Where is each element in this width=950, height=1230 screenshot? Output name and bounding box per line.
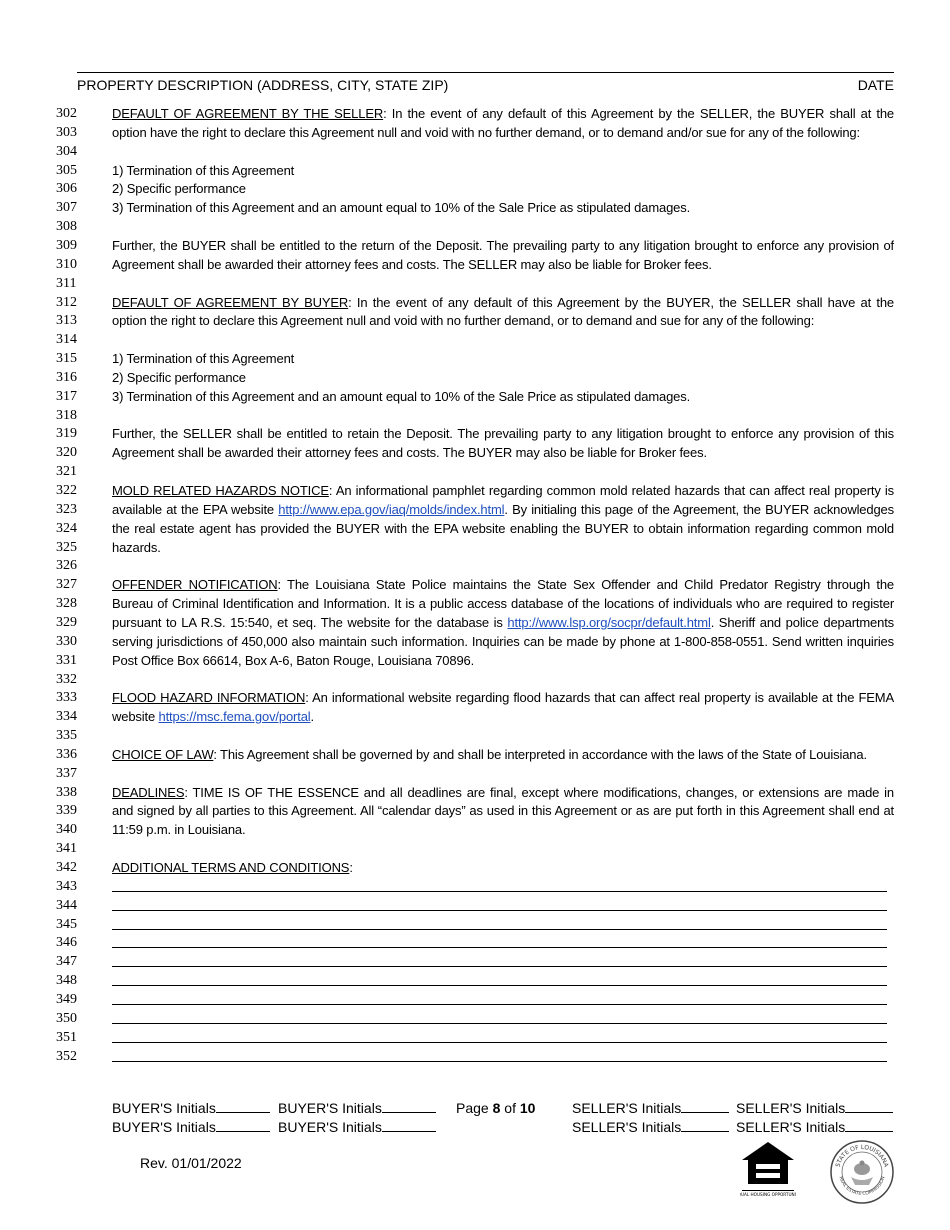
blank-fill-line[interactable]	[112, 929, 887, 930]
line-text	[112, 104, 894, 123]
line-number: 347	[56, 954, 77, 970]
initials-blank	[216, 1118, 270, 1132]
text-run: : In the event of any default of this Agreement by the BUYER, the SELLER shall have at the	[348, 294, 894, 310]
document-line	[0, 406, 950, 425]
line-number: 344	[56, 897, 77, 913]
text-run: and signed by all parties to this Agreement. All “calendar days” as used in this Agreement or as are put forth in this Agreement shall end at	[112, 803, 894, 819]
text-run: . Sheriff and police departments	[710, 614, 894, 630]
text-run: 11:59 p.m. in Louisiana.	[112, 822, 246, 838]
text-run: 2) Specific performance	[112, 181, 246, 197]
text-run: : In the event of any default of this Agreement by the SELLER, the BUYER shall at the	[383, 106, 894, 121]
line-number: 335	[56, 728, 77, 744]
svg-text:REAL ESTATE COMMISSION: REAL ESTATE COMMISSION	[837, 1175, 887, 1198]
blank-fill-line[interactable]	[112, 891, 887, 892]
line-number: 352	[56, 1048, 77, 1064]
initials-blank	[216, 1099, 270, 1113]
document-line	[0, 123, 950, 142]
initials-blank	[681, 1099, 729, 1113]
text-run: hazards.	[112, 539, 161, 555]
line-text	[112, 424, 894, 443]
line-number: 314	[56, 332, 77, 348]
line-number: 329	[56, 614, 77, 630]
document-line	[0, 142, 950, 161]
line-number: 305	[56, 162, 77, 178]
text-run: .	[310, 709, 314, 725]
text-run: 3) Termination of this Agreement and an amount equal to 10% of the Sale Price as stipulated damages.	[112, 388, 691, 404]
document-line	[0, 311, 950, 330]
blank-fill-line[interactable]	[112, 1042, 887, 1043]
line-text	[112, 688, 894, 707]
line-text	[112, 161, 894, 180]
line-number: 348	[56, 973, 77, 989]
line-number: 310	[56, 256, 77, 272]
document-line	[0, 952, 950, 971]
text-run: 1) Termination of this Agreement	[112, 351, 295, 367]
line-number: 308	[56, 219, 77, 235]
document-line	[0, 104, 950, 123]
line-text	[112, 293, 894, 312]
buyer-initials-4[interactable]: BUYER'S Initials	[278, 1118, 436, 1137]
line-text	[112, 179, 894, 198]
line-number: 333	[56, 690, 77, 706]
seller-initials-3[interactable]: SELLER'S Initials	[572, 1118, 729, 1137]
line-number: 340	[56, 822, 77, 838]
text-run: :	[349, 860, 353, 875]
document-line	[0, 179, 950, 198]
text-run: . By initialing this page of the Agreement, the BUYER acknowledges	[504, 501, 894, 517]
line-number: 343	[56, 878, 77, 894]
buyer-initials-3[interactable]: BUYER'S Initials	[112, 1118, 270, 1137]
line-number: 317	[56, 388, 77, 404]
text-run: : TIME IS OF THE ESSENCE and all deadlines are final, except where modifications, changes, or extensions are made in	[184, 784, 894, 800]
line-number: 309	[56, 237, 77, 253]
line-number: 321	[56, 464, 77, 480]
line-text	[112, 198, 894, 217]
line-text	[112, 349, 894, 368]
line-text	[112, 858, 894, 877]
seller-initials-1[interactable]: SELLER'S Initials	[572, 1099, 729, 1118]
line-number: 306	[56, 181, 77, 197]
document-line	[0, 462, 950, 481]
document-line	[0, 971, 950, 990]
line-text	[112, 594, 894, 613]
document-line	[0, 330, 950, 349]
line-text	[112, 443, 894, 462]
blank-fill-line[interactable]	[112, 947, 887, 948]
text-run: : This Agreement shall be governed by and shall be interpreted in accordance with the laws of the State of Louisiana.	[213, 746, 867, 762]
document-line	[0, 632, 950, 651]
document-line	[0, 255, 950, 274]
line-number: 316	[56, 369, 77, 385]
louisiana-real-estate-seal	[829, 1139, 895, 1210]
line-text	[112, 801, 894, 820]
line-number: 332	[56, 671, 77, 687]
header-property-description: PROPERTY DESCRIPTION (ADDRESS, CITY, STATE ZIP)	[77, 77, 449, 93]
text-run: Bureau of Criminal Identification and Information. It is a public access database of the locations of individuals who are required to register	[112, 596, 894, 612]
line-number: 312	[56, 294, 77, 310]
document-line	[0, 236, 950, 255]
document-line	[0, 990, 950, 1009]
text-run: Further, the BUYER shall be entitled to the return of the Deposit. The prevailing party to any litigation brought to enforce any provision of	[112, 237, 894, 253]
document-line	[0, 707, 950, 726]
line-number: 302	[56, 106, 77, 121]
document-line	[0, 293, 950, 312]
web-link[interactable]: https://msc.fema.gov/portal	[158, 709, 311, 725]
document-line	[0, 349, 950, 368]
section-heading: MOLD RELATED HAZARDS NOTICE	[112, 483, 329, 498]
initials-blank	[382, 1118, 436, 1132]
initials-blank	[845, 1118, 893, 1132]
text-run: Further, the SELLER shall be entitled to retain the Deposit. The prevailing party to any litigation brought to enforce any provision of this	[112, 426, 894, 442]
header-rule	[77, 72, 894, 73]
web-link[interactable]: http://www.lsp.org/socpr/default.html	[507, 614, 711, 630]
document-line	[0, 688, 950, 707]
text-run: serving jurisdictions of 450,000 also maintain such information. Inquiries can be made by phone at 1-800-858-0551. Send written inquiries	[112, 633, 894, 649]
line-number: 338	[56, 784, 77, 800]
document-line	[0, 858, 950, 877]
section-heading: ADDITIONAL TERMS AND CONDITIONS	[112, 860, 350, 875]
text-run: website	[112, 709, 159, 725]
document-line	[0, 613, 950, 632]
text-run: 3) Termination of this Agreement and an amount equal to 10% of the Sale Price as stipulated damages.	[112, 200, 691, 216]
line-number: 303	[56, 124, 77, 140]
text-run: Agreement shall be awarded their attorney fees and costs. The BUYER may also be liable for Broker fees.	[112, 445, 707, 461]
line-text	[112, 632, 894, 651]
buyer-initials-1[interactable]: BUYER'S Initials	[112, 1099, 270, 1118]
line-number: 326	[56, 558, 77, 574]
initials-blank	[382, 1099, 436, 1113]
line-number: 319	[56, 426, 77, 442]
document-line	[0, 1028, 950, 1047]
line-number: 337	[56, 765, 77, 781]
page-indicator: Page 8 of 10	[456, 1100, 536, 1116]
document-line	[0, 745, 950, 764]
document-line	[0, 670, 950, 689]
line-number: 304	[56, 143, 77, 159]
line-text	[112, 368, 894, 387]
document-line	[0, 575, 950, 594]
line-text	[112, 387, 894, 406]
section-heading: OFFENDER NOTIFICATION	[112, 577, 278, 593]
document-line	[0, 161, 950, 180]
line-number: 322	[56, 483, 77, 498]
blank-fill-line[interactable]	[112, 1061, 887, 1062]
line-number: 351	[56, 1029, 77, 1045]
state-seal-icon	[829, 1139, 895, 1205]
section-heading: DEFAULT OF AGREEMENT BY BUYER	[112, 294, 349, 310]
line-text	[112, 500, 894, 519]
document-line	[0, 556, 950, 575]
document-line	[0, 538, 950, 557]
section-heading: FLOOD HAZARD INFORMATION	[112, 690, 306, 706]
document-line	[0, 1047, 950, 1066]
line-number: 345	[56, 916, 77, 932]
text-run: : The Louisiana State Police maintains the State Sex Offender and Child Predator Registry through the	[277, 577, 894, 593]
document-line	[0, 424, 950, 443]
text-run: option have the right to declare this Agreement null and void with no further demand, or to demand and/or sue for any of the following:	[112, 124, 860, 140]
document-line	[0, 594, 950, 613]
buyer-initials-2[interactable]: BUYER'S Initials	[278, 1099, 436, 1118]
line-number: 315	[56, 351, 77, 367]
line-number: 331	[56, 652, 77, 668]
section-heading: CHOICE OF LAW	[112, 746, 214, 762]
document-line	[0, 764, 950, 783]
text-run: : An informational website regarding flood hazards that can affect real property is available at the FEMA	[305, 690, 894, 706]
line-text	[112, 745, 894, 764]
document-line	[0, 217, 950, 236]
document-line	[0, 368, 950, 387]
line-text	[112, 311, 894, 330]
blank-fill-line[interactable]	[112, 910, 887, 911]
svg-text:EQUAL HOUSING OPPORTUNITY: UAL HOUSING OPPORTUN	[740, 1192, 795, 1197]
document-line	[0, 726, 950, 745]
line-text	[112, 783, 894, 802]
text-run: available at the EPA website	[112, 501, 279, 517]
document-line	[0, 443, 950, 462]
line-number: 341	[56, 841, 77, 857]
line-number: 320	[56, 445, 77, 461]
document-line	[0, 481, 950, 500]
equal-housing-icon	[740, 1140, 796, 1198]
svg-text:STATE OF LOUISIANA: STATE OF LOUISIANA	[834, 1143, 890, 1168]
line-number: 346	[56, 935, 77, 951]
document-line	[0, 198, 950, 217]
document-line	[0, 896, 950, 915]
document-line	[0, 933, 950, 952]
document-line	[0, 274, 950, 293]
section-heading: DEADLINES	[112, 784, 185, 800]
line-number: 318	[56, 407, 77, 423]
line-text	[112, 123, 894, 142]
document-line	[0, 801, 950, 820]
document-line	[0, 915, 950, 934]
document-line	[0, 783, 950, 802]
line-number: 313	[56, 313, 77, 329]
line-number: 350	[56, 1010, 77, 1026]
web-link[interactable]: http://www.epa.gov/iaq/molds/index.html	[278, 501, 505, 517]
line-number: 330	[56, 633, 77, 649]
document-line	[0, 820, 950, 839]
seller-initials-2[interactable]: SELLER'S Initials	[736, 1099, 893, 1118]
header-date: DATE	[857, 77, 894, 93]
line-text	[112, 519, 894, 538]
line-number: 342	[56, 860, 77, 875]
text-run: Post Office Box 66614, Box A-6, Baton Rouge, Louisiana 70896.	[112, 652, 475, 668]
line-text	[112, 707, 894, 726]
line-text	[112, 820, 894, 839]
line-number: 327	[56, 577, 77, 593]
blank-fill-line[interactable]	[112, 966, 887, 967]
line-text	[112, 255, 894, 274]
text-run: 2) Specific performance	[112, 369, 246, 385]
line-number: 339	[56, 803, 77, 819]
blank-fill-line[interactable]	[112, 1004, 887, 1005]
line-number: 324	[56, 520, 77, 536]
line-number: 328	[56, 596, 77, 612]
line-number: 307	[56, 200, 77, 216]
initials-blank	[845, 1099, 893, 1113]
line-text	[112, 651, 894, 670]
line-text	[112, 613, 894, 632]
text-run: option the right to declare this Agreement null and void with no further demand, or to demand and sue for any of the following:	[112, 313, 815, 329]
line-text	[112, 538, 894, 557]
text-run: pursuant to LA R.S. 15:540, et seq. The website for the database is	[112, 614, 508, 630]
document-line	[0, 877, 950, 896]
line-number: 311	[56, 275, 77, 291]
line-number: 325	[56, 539, 77, 555]
equal-housing-logo	[740, 1140, 796, 1203]
text-run: 1) Termination of this Agreement	[112, 162, 295, 178]
seller-initials-4[interactable]: SELLER'S Initials	[736, 1118, 893, 1137]
line-number: 336	[56, 746, 77, 762]
document-line	[0, 387, 950, 406]
line-number: 334	[56, 709, 77, 725]
document-line	[0, 651, 950, 670]
line-number: 349	[56, 991, 77, 1007]
text-run: Agreement shall be awarded their attorney fees and costs. The SELLER may also be liable for Broker fees.	[112, 256, 712, 272]
revision-date: Rev. 01/01/2022	[140, 1155, 242, 1171]
line-text	[112, 575, 894, 594]
document-line	[0, 519, 950, 538]
text-run: the real estate agent has provided the BUYER with the EPA website enabling the BUYER to obtain information regarding common mold	[112, 520, 894, 536]
line-text	[112, 481, 894, 500]
section-heading: DEFAULT OF AGREEMENT BY THE SELLER	[112, 106, 384, 121]
document-line	[0, 1009, 950, 1028]
initials-blank	[681, 1118, 729, 1132]
line-text	[112, 236, 894, 255]
blank-fill-line[interactable]	[112, 1023, 887, 1024]
document-line	[0, 500, 950, 519]
line-number: 323	[56, 501, 77, 517]
document-line	[0, 839, 950, 858]
text-run: : An informational pamphlet regarding common mold related hazards that can affect real property is	[328, 483, 894, 498]
blank-fill-line[interactable]	[112, 985, 887, 986]
